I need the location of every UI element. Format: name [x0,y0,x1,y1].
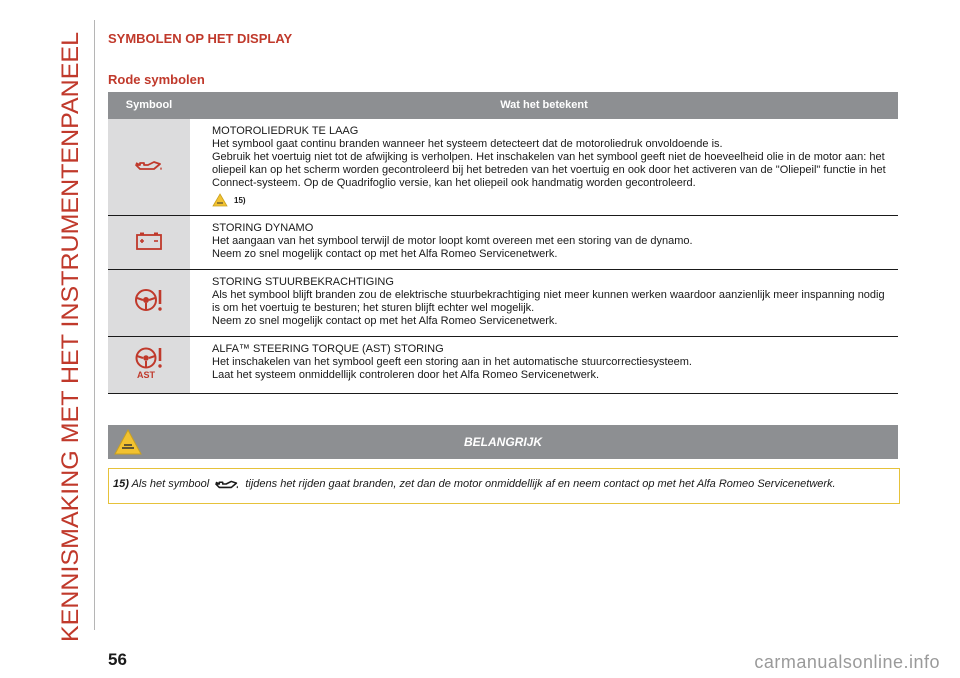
note-reference-number: 15) [234,195,246,205]
row-line: Neem zo snel mogelijk contact op met het Alfa Romeo Servicenetwerk. [212,315,558,327]
row-title: STORING DYNAMO [212,222,314,234]
warning-title: BELANGRIJK [463,435,542,449]
symbol-cell [108,270,190,337]
section-subtitle: Rode symbolen [108,72,205,87]
table-row [108,270,898,337]
symbol-cell [108,216,190,270]
meaning-cell [190,337,898,394]
battery-icon [134,231,164,251]
table-header-row [108,92,898,119]
note-reference [212,193,892,207]
row-line: Het aangaan van het symbool terwijl de motor loopt komt overeen met een storing van de dynamo. [212,235,693,247]
page-number: 56 [108,650,127,669]
row-line: Gebruik het voertuig niet tot de afwijking is verholpen. Het inschakelen van het symbool geeft niet de hoeveelheid olie in de motor aan: het oliepeil kan op het scherm worden gecontroleerd bij het betreden van het voertuig en ook door het activeren van de "Oliepeil" functie in het Connect-systeem. Op de Quadrifoglio versie, kan het oliepeil ook handmatig worden gecontroleerd. [212,151,886,189]
table-row [108,337,898,394]
oil-pressure-icon [214,478,240,490]
warning-header [108,425,898,459]
header-meaning: Wat het betekent [190,92,898,119]
table-row [108,119,898,216]
meaning-cell [190,270,898,337]
warning-note [108,468,900,504]
header-symbol: Symbool [108,92,190,119]
meaning-cell [190,216,898,270]
chapter-divider [94,20,95,630]
warning-note-number: 15) [113,478,129,490]
ast-steering-icon [133,346,165,380]
oil-pressure-icon [134,158,164,172]
row-title: ALFA™ STEERING TORQUE (AST) STORING [212,343,444,355]
symbol-cell [108,119,190,216]
ast-label: AST [137,370,155,380]
symbol-table [108,92,898,394]
row-title: MOTOROLIEDRUK TE LAAG [212,125,359,137]
chapter-side-title-text: KENNISMAKING MET HET INSTRUMENTENPANEEL [57,56,84,642]
row-line: Laat het systeem onmiddellijk controleren door het Alfa Romeo Servicenetwerk. [212,369,600,381]
warning-text-after: tijdens het rijden gaat branden, zet dan de motor onmiddellijk af en neem contact op met het Alfa Romeo Servicenetwerk. [245,478,836,490]
row-line: Neem zo snel mogelijk contact op met het Alfa Romeo Servicenetwerk. [212,248,558,260]
chapter-side-title [40,22,90,642]
section-title: SYMBOLEN OP HET DISPLAY [108,31,293,46]
warning-text-before: Als het symbool [131,478,210,490]
row-title: STORING STUURBEKRACHTIGING [212,276,394,288]
row-line: Het symbool gaat continu branden wanneer het systeem detecteert dat de motoroliedruk onvoldoende is. [212,138,723,150]
steering-wheel-warning-icon [134,287,164,315]
meaning-cell [190,119,898,216]
warning-triangle-icon [212,193,228,207]
table-row [108,216,898,270]
row-line: Als het symbool blijft branden zou de elektrische stuurbekrachtiging niet meer kunnen werken waardoor aanzienlijk meer inspanning nodig is om het voertuig te besturen; het sturen blijft echter wel mogelijk. [212,289,885,314]
symbol-cell [108,337,190,394]
row-line: Het inschakelen van het symbool geeft een storing aan in het automatische stuurcorrectiesysteem. [212,356,692,368]
watermark: carmanualsonline.info [754,652,940,672]
